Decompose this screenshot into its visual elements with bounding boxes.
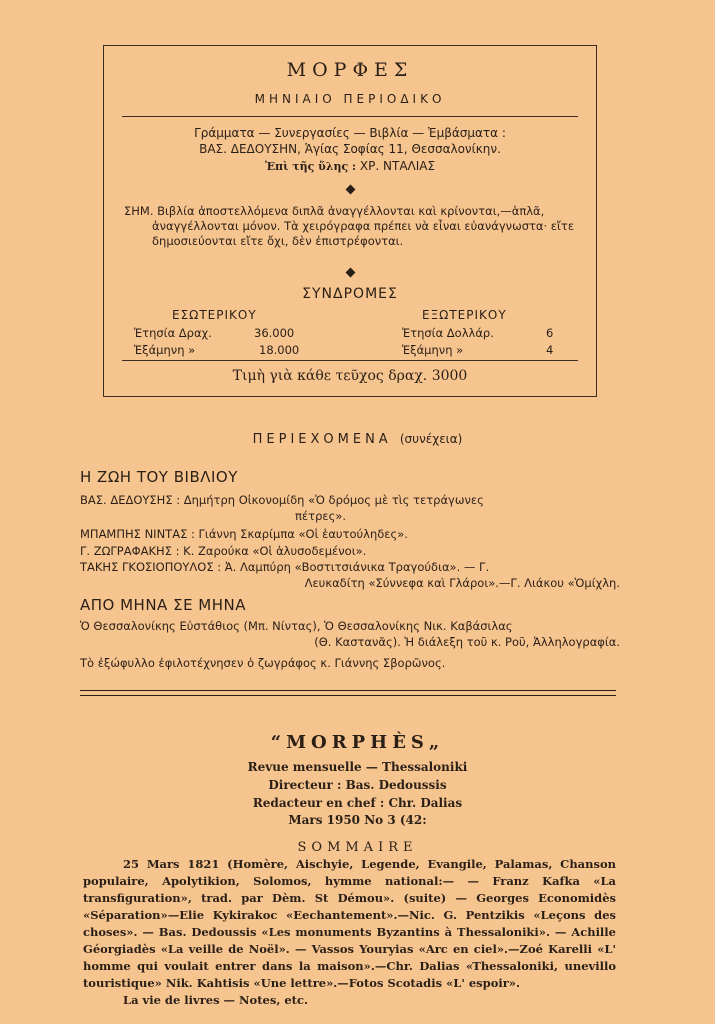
section-rule: [80, 690, 616, 691]
french-line-2: Directeur : Bas. Dedoussis: [268, 778, 447, 792]
subscriptions-title: ΣΥΝΔΡΟΜΕΣ: [302, 286, 398, 302]
entry-text: ΤΑΚΗΣ ΓΚΟΣΙΟΠΟΥΛΟΣ : Ἀ. Λαμπύρη «Βοστιτσιάνικα Τραγούδια». — Γ.: [80, 560, 490, 574]
entry-text: Ὁ Θεσσαλονίκης Εὐστάθιος (Μπ. Νίντας), Ὁ Θεσσαλονίκης Νικ. Καβάσιλας: [80, 619, 513, 633]
sommaire-text: 25 Mars 1821 (Homère, Aischyie, Legende, Evangile, Palamas, Chanson populaire, Apolytikion, Solomos, hymme national:— — Franz Kafka «La transfiguration», trad. par Dèm. St Démou». (suite) — Georges Economidès «Séparation»—Elie Kykirakoc «Eechantement».—Nic. G. Pentzikis «Leçons des choses». — Bas. Dedoussis «Les monuments Byzantins à Thessaloniki». — Achille Géorgiadès «La veille de Noël». — Vassos Youryias «Arc en ciel».—Zoé Karelli «L' homme qui voulait entrer dans la maison».—Chr. Dalias «Thessaloniki, unevillo touristique» Nik. Kahtisis «Une lettre».—Fotos Scotadis «L' espoir».: [83, 857, 616, 990]
entry-continuation: πέτρες».: [295, 509, 347, 523]
divider: [122, 360, 578, 361]
diamond-ornament: [346, 185, 356, 195]
contents-entry: [80, 526, 620, 542]
french-line-3: Redacteur en chef : Chr. Dalias: [252, 796, 463, 810]
entry-text: Γ. ΖΩΓΡΑΦΑΚΗΣ : Κ. Ζαρούκα «Οἱ ἁλυσοδεμένοι».: [80, 544, 367, 558]
contents-entry: [80, 618, 620, 650]
contents-heading: [0, 432, 715, 447]
entry-continuation: (Θ. Καστανᾶς). Ἡ διάλεξη τοῦ κ. Ροῦ, Ἀλληλογραφία.: [314, 635, 620, 649]
issue-price: Τιμὴ γιὰ κάθε τεῦχος δραχ. 3000: [232, 368, 468, 384]
foreign-semi-label: Ἑξάμηνη »: [402, 343, 464, 357]
diamond-ornament: [346, 268, 356, 278]
domestic-annual-value: 36.000: [254, 326, 295, 340]
editor-label: Ἐπὶ τῆς ὕλης :: [264, 160, 357, 173]
entry-text: ΒΑΣ. ΔΕΔΟΥΣΗΣ : Δημήτρη Οἰκονομίδη «Ὁ δρόμος μὲ τὶς τετράγωνες: [80, 493, 484, 507]
contents-entry: [80, 559, 620, 591]
french-line-1: Revue mensuelle — Thessaloniki: [247, 760, 468, 774]
masthead-box: [103, 45, 597, 397]
magazine-subtitle: ΜΗΝΙΑΙΟ ΠΕΡΙΟΔΙΚΟ: [254, 92, 446, 106]
entry-text: Τὸ ἐξώφυλλο ἐφιλοτέχνησεν ὁ ζωγράφος κ. Γιάννης Σβορῶνος.: [80, 656, 446, 670]
domestic-semi-value: 18.000: [259, 343, 300, 357]
contents-entry: [80, 492, 620, 524]
contents-entry: [80, 655, 620, 671]
sommaire-last-line: La vie de livres — Notes, etc.: [123, 993, 308, 1007]
domestic-annual-label: Ἐτησία Δραχ.: [134, 326, 212, 340]
foreign-semi-value: 4: [546, 343, 554, 357]
note-paragraph: ΣΗΜ. Βιβλία ἀποστελλόμενα διπλᾶ ἀναγγέλλονται καὶ κρίνονται,—ἁπλᾶ, ἀναγγέλλονται μόνον. Τὰ χειρόγραφα πρέπει νὰ εἶναι εὐανάγνωστα· εἴτε δημοσιεύονται εἴτε ὄχι, δὲν ἐπιστρέφονται.: [124, 204, 575, 248]
domestic-heading: ΕΣΩΤΕΡΙΚΟΥ: [172, 308, 257, 322]
editor-name: ΧΡ. ΝΤΑΛΙΑΣ: [359, 159, 436, 173]
sommaire-heading: SOMMAIRE: [297, 840, 418, 855]
section-title-month-to-month: ΑΠΟ ΜΗΝΑ ΣΕ ΜΗΝΑ: [80, 596, 247, 614]
section-rule: [80, 695, 616, 696]
foreign-annual-value: 6: [546, 326, 554, 340]
section-title-book-life: Η ΖΩΗ ΤΟΥ ΒΙΒΛΙΟΥ: [80, 468, 238, 486]
domestic-semi-label: Ἑξάμηνη »: [134, 343, 196, 357]
editor-line: [104, 159, 596, 173]
entry-text: ΜΠΑΜΠΗΣ ΝΙΝΤΑΣ : Γιάννη Σκαρίμπα «Οἱ ἑαυτούληδες».: [80, 527, 408, 541]
contents-note: (συνέχεια): [399, 432, 463, 446]
divider: [122, 116, 578, 117]
contents-title: ΠΕΡΙΕΧΟΜΕΝΑ: [252, 432, 392, 447]
contents-entry: [80, 543, 620, 559]
foreign-heading: ΕΞΩΤΕΡΙΚΟΥ: [422, 308, 507, 322]
sommaire-body: [83, 856, 616, 1009]
entry-continuation: Λευκαδίτη «Σύννεφα καὶ Γλάροι».—Γ. Λιάκου «Ὁμίχλη.: [304, 576, 620, 590]
address-line-2: ΒΑΣ. ΔΕΔΟΥΣΗΝ, Ἁγίας Σοφίας 11, Θεσσαλονίκην.: [199, 142, 501, 156]
foreign-annual-label: Ἐτησία Δολλάρ.: [402, 326, 494, 340]
french-title: “MORPHÈS„: [270, 732, 445, 753]
address-line-1: Γράμματα — Συνεργασίες — Βιβλία — Ἐμβάσματα :: [194, 126, 506, 140]
french-line-4: Mars 1950 No 3 (42:: [288, 813, 427, 827]
magazine-title: ΜΟΡΦΕΣ: [286, 59, 414, 81]
